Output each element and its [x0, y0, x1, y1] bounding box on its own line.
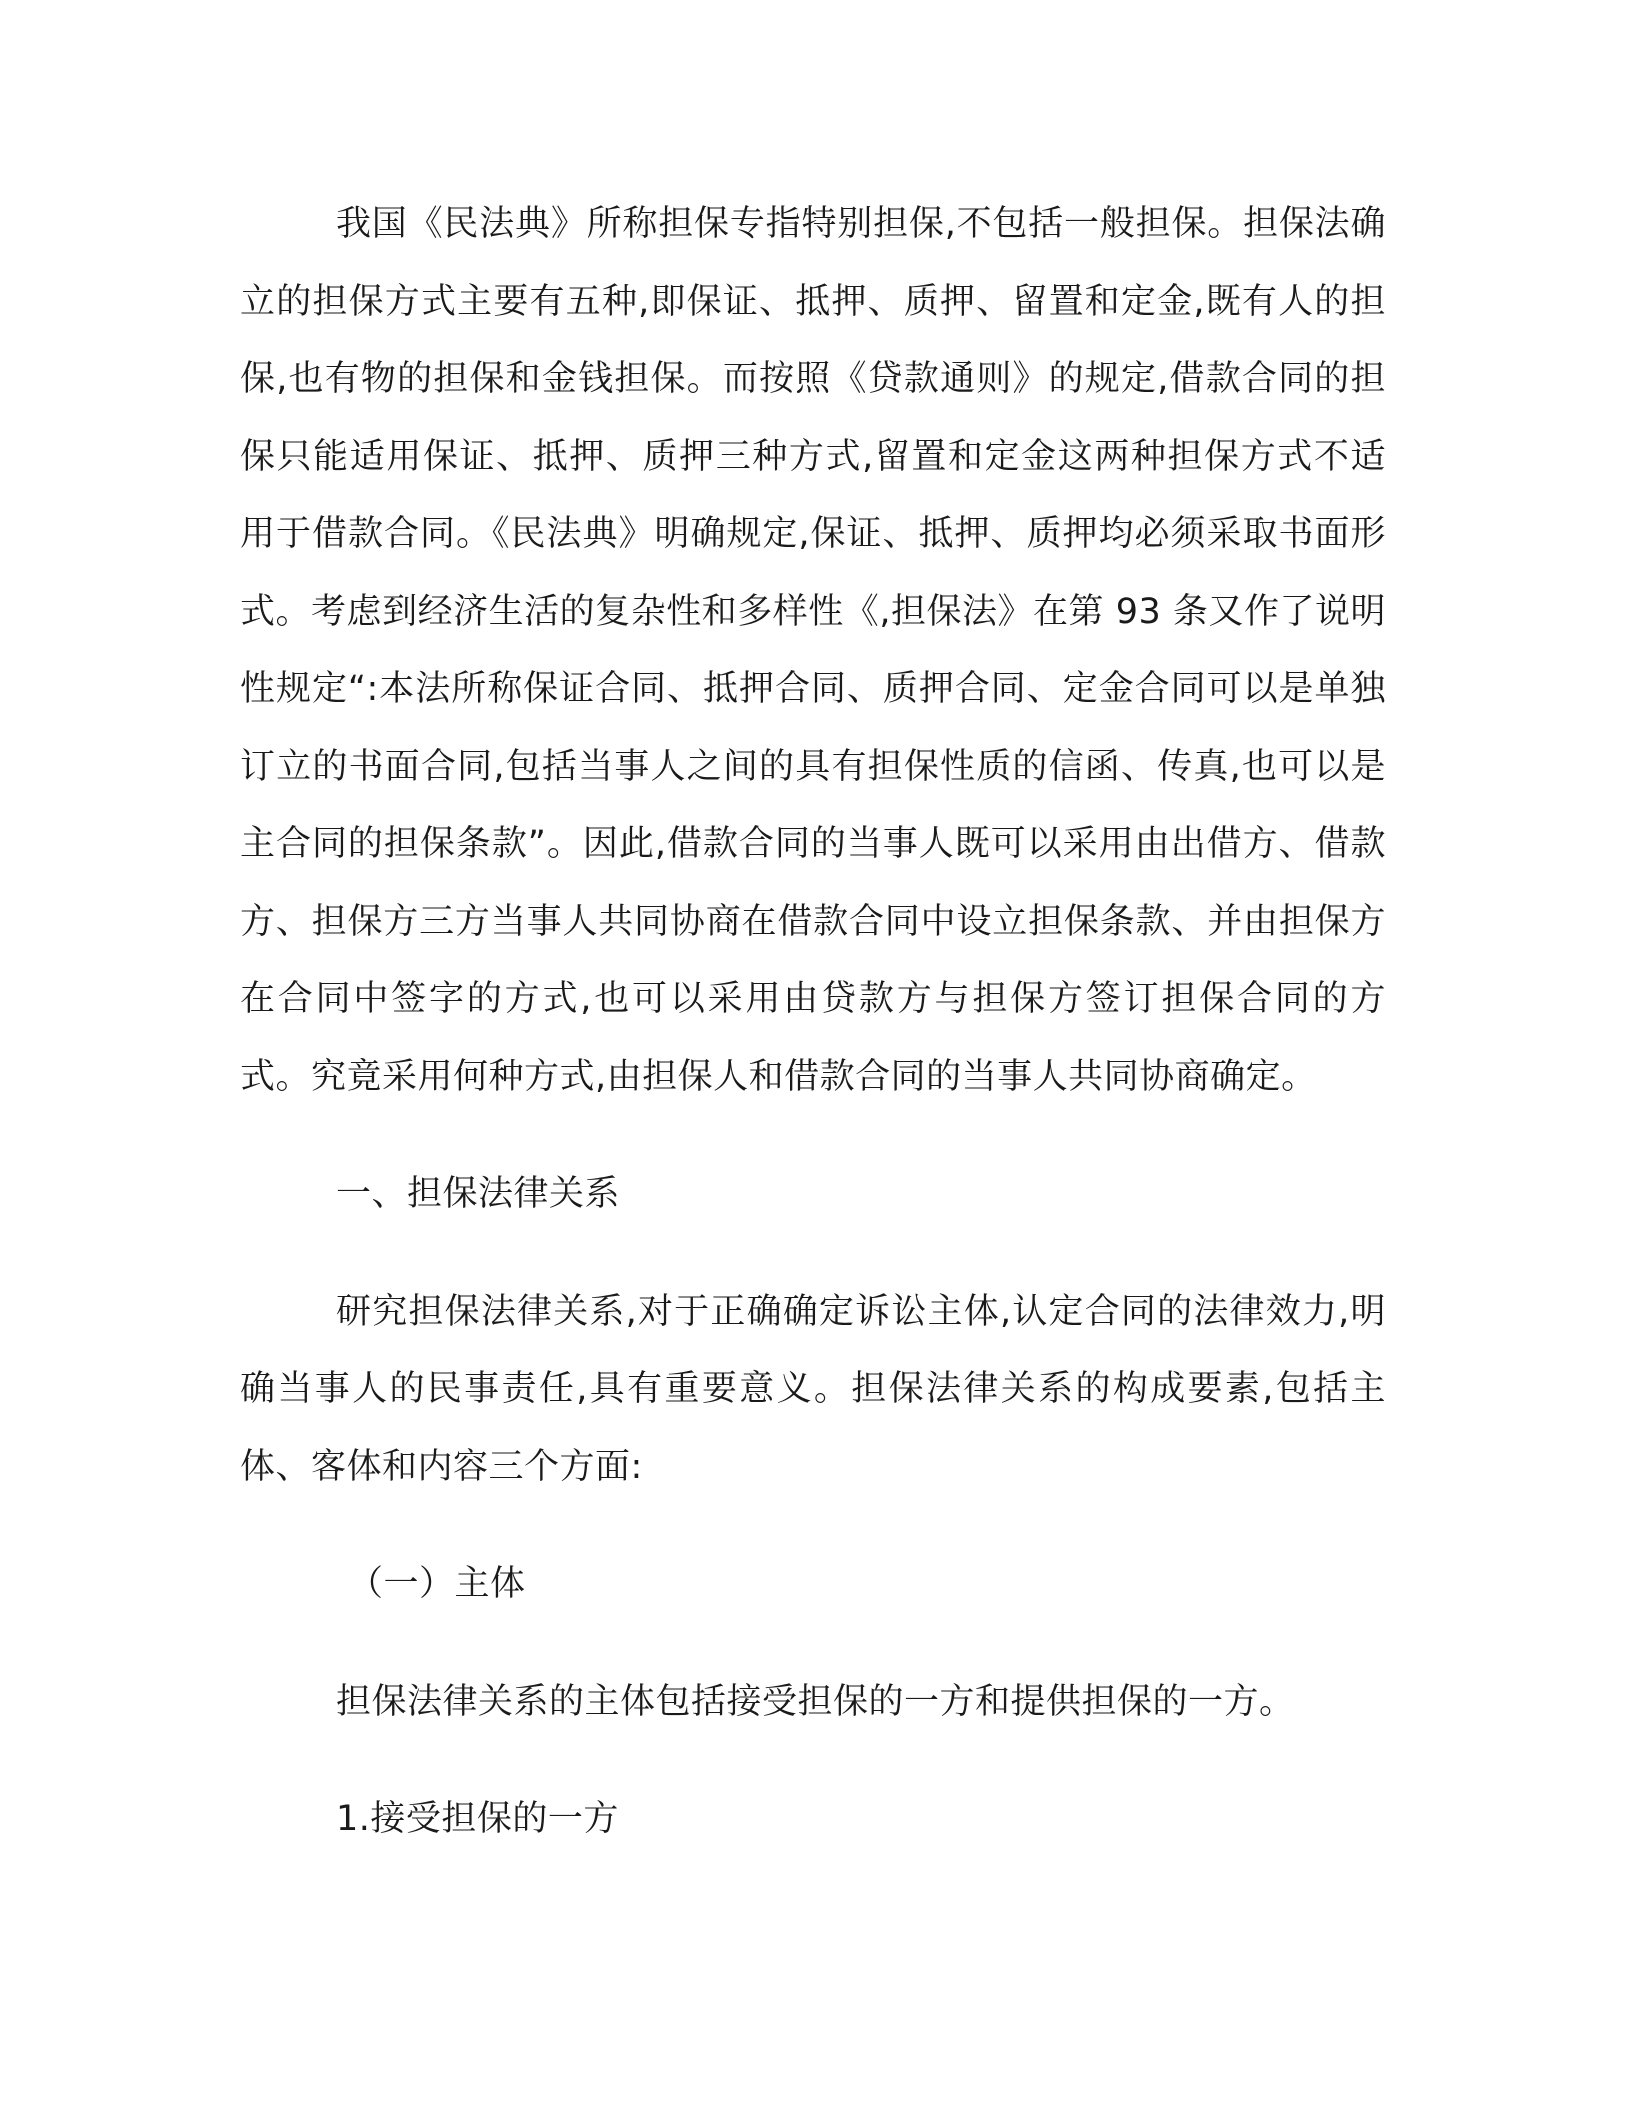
- section-heading-guarantee-relation: 一、担保法律关系: [336, 1174, 621, 1214]
- item-heading-receiving-party: 1.接受担保的一方: [336, 1799, 619, 1839]
- paragraph-intro: 我国《民法典》所称担保专指特别担保,不包括一般担保。担保法确立的担保方式主要有五种,即保证、抵押、质押、留置和定金,既有人的担保,也有物的担保和金钱担保。而按照《贷款通则》的规定,借款合同的担保只能适用保证、抵押、质押三种方式,留置和定金这两种担保方式不适用于借款合同。《民法典》明确规定,保证、抵押、质押均必须采取书面形式。考虑到经济生活的复杂性和多样性《,担保法》在第 93 条又作了说明性规定“:本法所称保证合同、抵押合同、质押合同、定金合同可以是单独订立的书面合同,包括当事人之间的具有担保性质的信函、传真,也可以是主合同的担保条款”。因此,借款合同的当事人既可以采用由出借方、借款方、担保方三方当事人共同协商在借款合同中设立担保条款、并由担保方在合同中签字的方式,也可以采用由贷款方与担保方签订担保合同的方式。究竟采用何种方式,由担保人和借款合同的当事人共同协商确定。: [240, 204, 1386, 1097]
- paragraph-relation-significance: 研究担保法律关系,对于正确确定诉讼主体,认定合同的法律效力,明确当事人的民事责任,具有重要意义。担保法律关系的构成要素,包括主体、客体和内容三个方面:: [240, 1291, 1386, 1487]
- document-page: [240, 186, 1386, 1859]
- subsection-heading-subject: （一）主体: [348, 1564, 526, 1604]
- paragraph-subject-parties: 担保法律关系的主体包括接受担保的一方和提供担保的一方。: [336, 1681, 1295, 1722]
